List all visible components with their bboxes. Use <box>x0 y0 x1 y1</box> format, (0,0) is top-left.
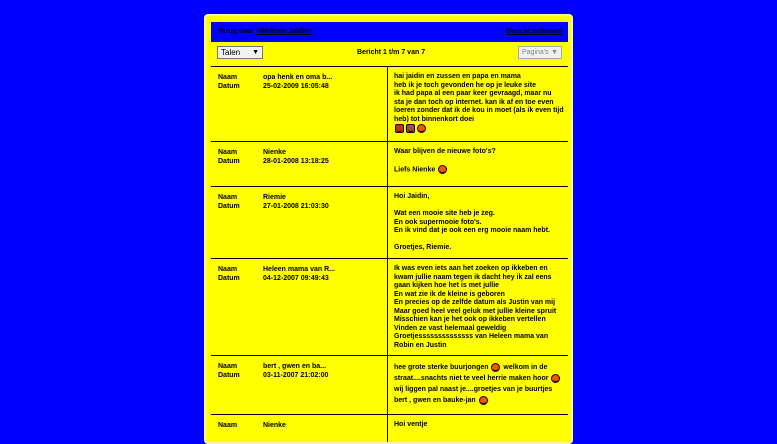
smiley-icon <box>438 165 447 174</box>
entry-name: opa henk en oma b... <box>263 74 333 81</box>
date-label: Datum <box>218 203 240 210</box>
date-label: Datum <box>218 83 240 90</box>
message-line-with-emoticon <box>394 165 564 175</box>
message-line: En wat zie ik de kleine is geboren <box>394 290 505 298</box>
entry-meta <box>211 415 388 444</box>
message-line: Groetjessssssssssssss van Heleen mama van <box>394 333 549 340</box>
smiley-icon <box>479 396 488 405</box>
message-line: loeren zonder dat ik de kou in moet (als ik even tijd <box>394 107 564 114</box>
entry-message <box>394 415 568 435</box>
message-line: ik had papa al een paar keer gevraagd, maar nu <box>394 90 552 97</box>
guestbook-entry <box>211 141 568 186</box>
message-line-with-emoticon: hee grote sterke buurjongen welkom in de <box>394 364 548 371</box>
entries-list <box>211 66 568 444</box>
date-label: Datum <box>218 158 240 165</box>
smiley-icon <box>491 363 500 372</box>
message-text: bert , gwen en bauke-jan <box>394 397 476 404</box>
entry-name: bert , gwen en ba... <box>263 363 327 370</box>
message-line: sta je dan toch op internet. kan ik af en toe even <box>394 98 554 106</box>
message-line: Wat een mooie site heb je zeg. <box>394 210 495 217</box>
message-line: kwam jullie naam tegen ik dacht hey ik zal eens <box>394 273 552 281</box>
entry-date: 04-12-2007 09:49:43 <box>263 275 329 282</box>
entry-name: Nienke <box>263 422 286 429</box>
entry-meta <box>211 259 388 355</box>
name-label: Naam <box>218 266 238 273</box>
back-link[interactable]: <Welkom Jaidin> <box>255 28 313 35</box>
entry-message <box>394 67 568 139</box>
entry-message <box>394 142 568 180</box>
message-counter: Bericht 1 t/m 7 van 7 <box>357 49 426 56</box>
message-text: Liefs Nienke <box>394 166 436 174</box>
language-select[interactable] <box>217 46 263 59</box>
date-label: Datum <box>218 372 240 379</box>
message-line: heb) tot binnenkort doei <box>394 115 475 123</box>
write-message-link[interactable]: Bericht schrijven <box>506 28 563 35</box>
entry-name: Nienke <box>263 149 286 156</box>
message-line-with-emoticon <box>394 395 564 406</box>
message-line: Vinden ze vast helemaal geweldig <box>394 324 507 332</box>
message-line: Maar goed heel veel geluk met jullie kleine spruit <box>394 307 557 315</box>
message-line: heb ik je toch gevonden he op je leuke site <box>394 81 536 89</box>
entry-name: Riemie <box>263 194 286 201</box>
date-label: Datum <box>218 275 240 282</box>
pages-select-value: Pagina's <box>522 49 549 56</box>
entry-name: Heleen mama van R... <box>263 266 335 273</box>
message-line: En precies op de zelfde datum als Justin van mij <box>394 299 556 306</box>
name-label: Naam <box>218 74 238 81</box>
message-line: Waar blijven de nieuwe foto's? <box>394 148 496 155</box>
entry-message <box>394 356 568 411</box>
guestbook-entry <box>211 414 568 444</box>
devil-icon <box>551 374 560 383</box>
message-line: Hoi ventje <box>394 421 428 428</box>
message-text: straat....snachts niet te veel herrie maken hoor <box>394 375 549 382</box>
entry-meta <box>211 67 388 141</box>
message-line: En ook supermooie foto's. <box>394 218 482 226</box>
message-line <box>394 202 564 211</box>
entry-date: 27-01-2008 21:03:30 <box>263 203 329 210</box>
name-label: Naam <box>218 422 238 429</box>
car-icon <box>395 124 404 133</box>
navigation-row <box>217 46 562 60</box>
name-label: Naam <box>218 149 238 156</box>
message-line: wij liggen pal naast je....groetjes van je buurtjes <box>394 386 553 393</box>
computer-icon <box>406 124 415 133</box>
message-line: Misschien kan je het ook op ikkeben vertellen <box>394 316 546 323</box>
pages-select[interactable] <box>518 46 562 59</box>
emoticon-row <box>394 124 564 134</box>
entry-meta <box>211 356 388 414</box>
entry-meta <box>211 142 388 186</box>
top-bar <box>211 22 568 42</box>
message-line: Groetjes, Riemie. <box>394 244 452 251</box>
message-line: Robin en Justin <box>394 341 447 349</box>
chevron-down-icon: ▼ <box>551 49 558 56</box>
message-line: Ik was even iets aan het zoeken op ikkeben en <box>394 265 548 272</box>
message-line: En ik vind dat je ook een erg mooie naam hebt. <box>394 227 550 234</box>
message-line <box>394 157 564 166</box>
back-text <box>218 28 313 35</box>
entry-date: 25-02-2009 16:05:48 <box>263 83 329 90</box>
back-prefix: Terug naar <box>218 28 254 35</box>
entry-message <box>394 187 568 258</box>
entry-date: 28-01-2008 13:18:25 <box>263 158 329 165</box>
entry-date: 03-11-2007 21:02:00 <box>263 372 329 379</box>
message-line: hai jaidin en zussen en papa en mama <box>394 73 521 80</box>
guestbook-entry <box>211 66 568 141</box>
message-line: gaan kijken hoe het is met jullie <box>394 282 500 289</box>
guestbook-entry <box>211 186 568 258</box>
guestbook-entry <box>211 355 568 414</box>
chevron-down-icon: ▼ <box>252 49 259 56</box>
message-text: hee grote sterke buurjongen <box>394 364 489 371</box>
smiley-icon <box>417 124 426 133</box>
message-line: Hoi Jaidin, <box>394 193 430 200</box>
guestbook-entry <box>211 258 568 355</box>
message-line-with-emoticon <box>394 373 564 384</box>
name-label: Naam <box>218 194 238 201</box>
guestbook-panel <box>204 14 573 444</box>
language-select-value: Talen <box>221 48 241 57</box>
message-line <box>394 236 564 245</box>
name-label: Naam <box>218 363 238 370</box>
entry-meta <box>211 187 388 258</box>
entry-message <box>394 259 568 355</box>
